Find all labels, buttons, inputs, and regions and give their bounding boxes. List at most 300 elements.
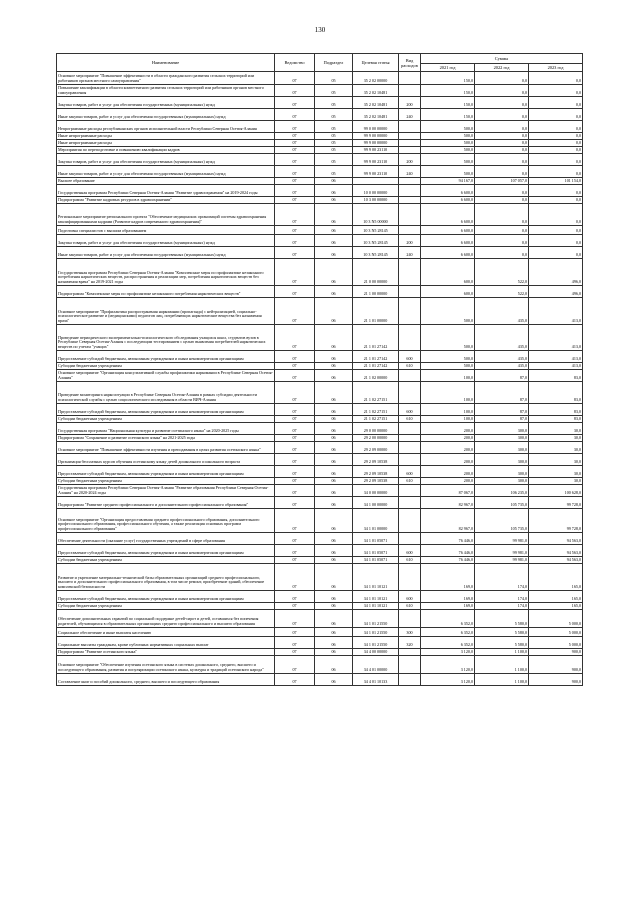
row-2022: 300,0 — [475, 442, 529, 454]
row-2023: 165,0 — [529, 564, 583, 591]
table-row — [57, 298, 583, 325]
table-row — [57, 185, 583, 197]
row-section: 06 — [315, 370, 353, 382]
row-ministry: 07 — [275, 140, 315, 147]
row-expense-type — [399, 121, 421, 133]
row-2023: 30,0 — [529, 423, 583, 435]
row-2021: 500,0 — [421, 363, 475, 370]
row-2022: 0,0 — [475, 140, 529, 147]
table-row — [57, 226, 583, 235]
row-section: 06 — [315, 416, 353, 423]
row-name: Непрограммные расходы республиканских органов исполнительной власти Республики Северная Осетия-Алания — [57, 121, 275, 133]
table-row — [57, 603, 583, 610]
row-name: Закупка товаров, работ и услуг для обеспечения государственных (муниципальных) нужд — [57, 97, 275, 109]
row-2023: 496,0 — [529, 259, 583, 286]
row-2021: 600,0 — [421, 259, 475, 286]
table-row — [57, 497, 583, 509]
row-2021: 169,0 — [421, 603, 475, 610]
row-expense-type — [399, 656, 421, 674]
row-name: Государственная программа Республики Северная Осетия-Алания "Развитие здравоохранения" на 2019-2024 годы — [57, 185, 275, 197]
row-2022: 435,0 — [475, 325, 529, 351]
row-2021: 600,0 — [421, 286, 475, 298]
row-expense-type: 200 — [399, 154, 421, 166]
row-target: 21 1 02 27151 — [353, 416, 399, 423]
row-ministry: 07 — [275, 109, 315, 121]
header-year-2021: 2021 год — [421, 64, 475, 72]
row-2022: 0,0 — [475, 235, 529, 247]
table-row — [57, 235, 583, 247]
row-name: Иные закупки товаров, работ и услуг для обеспечения государственных (муниципальных) нужд — [57, 109, 275, 121]
row-expense-type — [399, 286, 421, 298]
row-section: 06 — [315, 185, 353, 197]
row-target: 21 1 02 27151 — [353, 404, 399, 416]
row-2021: 94 167,0 — [421, 178, 475, 185]
row-2022: 106 235,0 — [475, 485, 529, 497]
row-2023: 0,0 — [529, 133, 583, 140]
row-2022: 0,0 — [475, 97, 529, 109]
row-ministry: 07 — [275, 363, 315, 370]
row-target: 34 4 01 10133 — [353, 674, 399, 686]
row-expense-type — [399, 178, 421, 185]
row-2022: 99 981,0 — [475, 545, 529, 557]
row-section: 06 — [315, 564, 353, 591]
row-section: 06 — [315, 545, 353, 557]
row-name: Основное мероприятие "Организация консультативной службы профилактики наркомании в Республике Северная Осетия-Алания" — [58, 370, 273, 381]
table-row — [57, 674, 583, 686]
row-2021: 200,0 — [421, 423, 475, 435]
row-ministry: 07 — [275, 674, 315, 686]
row-expense-type: 610 — [399, 603, 421, 610]
row-section: 06 — [315, 628, 353, 637]
row-2022: 174,0 — [475, 591, 529, 603]
row-2022: 435,0 — [475, 363, 529, 370]
header-target: Целевая статья — [353, 54, 399, 72]
row-2021: 6 600,0 — [421, 226, 475, 235]
row-2023: 30,0 — [529, 454, 583, 466]
row-expense-type — [399, 133, 421, 140]
row-expense-type: 300 — [399, 628, 421, 637]
row-2023: 30,0 — [529, 466, 583, 478]
row-target: 34 1 01 05071 — [353, 557, 399, 564]
row-expense-type — [399, 197, 421, 204]
row-expense-type — [399, 382, 421, 404]
row-name: Иные закупки товаров, работ и услуг для обеспечения государственных (муниципальных) нужд — [57, 247, 275, 259]
row-2022: 300,0 — [475, 435, 529, 442]
header-name: Наименование — [57, 54, 275, 72]
row-2022: 107 057,0 — [475, 178, 529, 185]
row-expense-type: 600 — [399, 466, 421, 478]
table-row — [57, 637, 583, 649]
row-ministry: 07 — [275, 557, 315, 564]
row-2022: 99 981,0 — [475, 557, 529, 564]
row-2023: 900,0 — [529, 649, 583, 656]
row-2022: 0,0 — [475, 197, 529, 204]
row-expense-type: 600 — [399, 351, 421, 363]
table-row — [57, 197, 583, 204]
row-2021: 500,0 — [421, 147, 475, 154]
row-expense-type: 610 — [399, 557, 421, 564]
row-target: 34 1 01 05071 — [353, 533, 399, 545]
row-target: 21 1 02 00000 — [353, 370, 399, 382]
row-ministry: 07 — [275, 478, 315, 485]
row-2021: 500,0 — [421, 154, 475, 166]
row-ministry: 07 — [275, 404, 315, 416]
table-row — [57, 166, 583, 178]
row-target: 99 9 00 23110 — [353, 147, 399, 154]
row-name: Предоставление субсидий бюджетным, автономным учреждениям и иным некоммерческим организациям — [57, 545, 275, 557]
row-2023: 0,0 — [529, 72, 583, 85]
row-name: Субсидии бюджетным учреждениям — [57, 557, 275, 564]
row-expense-type — [399, 72, 421, 85]
row-ministry: 07 — [275, 545, 315, 557]
row-expense-type — [399, 610, 421, 628]
row-2022: 0,0 — [475, 121, 529, 133]
row-2021: 200,0 — [421, 435, 475, 442]
row-ministry: 07 — [275, 72, 315, 85]
row-2023: 0,0 — [529, 247, 583, 259]
row-target: 34 1 01 10121 — [353, 564, 399, 591]
row-section: 06 — [315, 509, 353, 533]
row-2023: 0,0 — [529, 235, 583, 247]
row-2023: 83,0 — [529, 404, 583, 416]
row-section: 05 — [315, 147, 353, 154]
row-expense-type — [399, 674, 421, 686]
row-target: 21 1 01 00000 — [353, 298, 399, 325]
table-row — [57, 370, 583, 382]
row-ministry: 07 — [275, 235, 315, 247]
row-2022: 5 580,0 — [475, 610, 529, 628]
table-row — [57, 545, 583, 557]
row-2022: 435,0 — [475, 298, 529, 325]
row-ministry: 07 — [275, 121, 315, 133]
row-target: 34 1 01 05071 — [353, 545, 399, 557]
row-section: 06 — [315, 533, 353, 545]
table-row — [57, 140, 583, 147]
row-section: 06 — [315, 603, 353, 610]
row-2023: 413,0 — [529, 298, 583, 325]
row-section: 06 — [315, 286, 353, 298]
row-2022: 174,0 — [475, 564, 529, 591]
row-expense-type — [399, 533, 421, 545]
row-expense-type — [399, 204, 421, 226]
table-row — [57, 72, 583, 85]
row-ministry: 07 — [275, 603, 315, 610]
row-ministry: 07 — [275, 351, 315, 363]
row-2021: 500,0 — [421, 133, 475, 140]
row-target: 10 3 N5 00000 — [353, 204, 399, 226]
row-2022: 105 735,0 — [475, 497, 529, 509]
row-2021: 500,0 — [421, 325, 475, 351]
row-name: Подпрограмма "Развитие осетинского языка" — [57, 649, 275, 656]
row-ministry: 07 — [275, 259, 315, 286]
row-2022: 1 100,0 — [475, 656, 529, 674]
row-2021: 76 446,0 — [421, 533, 475, 545]
row-2022: 522,0 — [475, 286, 529, 298]
row-2021: 169,0 — [421, 591, 475, 603]
row-2021: 500,0 — [421, 298, 475, 325]
row-2021: 100,0 — [421, 382, 475, 404]
row-name: Подпрограмма "Комплексные меры по профилактике незаконного потребления наркотических веществ" — [57, 286, 275, 298]
row-2023: 83,0 — [529, 416, 583, 423]
row-2021: 100,0 — [421, 370, 475, 382]
row-ministry: 07 — [275, 628, 315, 637]
row-expense-type — [399, 454, 421, 466]
row-target: 29 2 09 10538 — [353, 478, 399, 485]
row-expense-type — [399, 564, 421, 591]
row-expense-type — [399, 140, 421, 147]
row-target: 99 9 00 23110 — [353, 166, 399, 178]
row-ministry: 07 — [275, 497, 315, 509]
row-ministry: 07 — [275, 423, 315, 435]
row-name: Социальное обеспечение и иные выплаты населению — [57, 628, 275, 637]
row-section: 05 — [315, 121, 353, 133]
row-name: Государственная программа Республики Северная Осетия-Алания "Развитие образования Республики Северная Осетия-Алания" на 2020-2024 годы — [57, 485, 275, 497]
row-2022: 87,0 — [475, 382, 529, 404]
row-target: 10 0 00 00000 — [353, 185, 399, 197]
row-section: 06 — [315, 442, 353, 454]
row-2021: 6 600,0 — [421, 235, 475, 247]
row-ministry: 07 — [275, 416, 315, 423]
row-2023: 5 000,0 — [529, 637, 583, 649]
row-expense-type — [399, 259, 421, 286]
row-section: 06 — [315, 649, 353, 656]
row-target: 35 2 02 10481 — [353, 97, 399, 109]
row-expense-type: 610 — [399, 478, 421, 485]
row-2022: 300,0 — [475, 478, 529, 485]
row-name: Подпрограмма "Развитие кадровых ресурсов в здравоохранении" — [57, 197, 275, 204]
row-section: 06 — [315, 197, 353, 204]
row-2023: 30,0 — [529, 435, 583, 442]
row-name: Предоставление субсидий бюджетным, автономным учреждениям и иным некоммерческим организациям — [57, 466, 275, 478]
row-2021: 100,0 — [421, 416, 475, 423]
row-2021: 150,0 — [421, 72, 475, 85]
row-2022: 0,0 — [475, 85, 529, 97]
row-section: 06 — [315, 497, 353, 509]
row-2023: 0,0 — [529, 154, 583, 166]
row-target: 29 2 09 10538 — [353, 454, 399, 466]
row-name: Предоставление субсидий бюджетным, автономным учреждениям и иным некоммерческим организациям — [57, 591, 275, 603]
row-2023: 0,0 — [529, 197, 583, 204]
row-2023: 94 563,0 — [529, 545, 583, 557]
row-2022: 0,0 — [475, 185, 529, 197]
row-2022: 300,0 — [475, 423, 529, 435]
row-name: Основное мероприятие "Обеспечение изучения осетинского языка в системах дошкольного, среднего, высшего и последующего образования, развития и популяризации осетинского языка, культуры и традиций осетинского народа" — [57, 656, 275, 674]
row-section: 06 — [315, 351, 353, 363]
row-2021: 200,0 — [421, 466, 475, 478]
row-ministry: 07 — [275, 442, 315, 454]
row-2021: 6 352,0 — [421, 610, 475, 628]
table-row — [57, 557, 583, 564]
row-2022: 0,0 — [475, 72, 529, 85]
row-section: 05 — [315, 154, 353, 166]
row-target: 21 1 01 27142 — [353, 325, 399, 351]
row-section: 06 — [315, 674, 353, 686]
row-name: Предоставление субсидий бюджетным, автономным учреждениям и иным некоммерческим организациям — [57, 404, 275, 416]
row-expense-type — [399, 435, 421, 442]
row-2021: 3 120,0 — [421, 674, 475, 686]
table-row — [57, 382, 583, 404]
row-name: Мероприятия по переподготовке и повышению квалификации кадров — [57, 147, 275, 154]
row-2021: 6 600,0 — [421, 197, 475, 204]
table-row — [57, 591, 583, 603]
row-2022: 87,0 — [475, 404, 529, 416]
table-row — [57, 286, 583, 298]
row-target: 34 1 01 10121 — [353, 603, 399, 610]
row-ministry: 07 — [275, 185, 315, 197]
row-2022: 435,0 — [475, 351, 529, 363]
row-2021: 500,0 — [421, 351, 475, 363]
row-2022: 105 735,0 — [475, 509, 529, 533]
row-section: 05 — [315, 72, 353, 85]
row-2022: 300,0 — [475, 466, 529, 478]
row-2022: 1 100,0 — [475, 649, 529, 656]
row-ministry: 07 — [275, 178, 315, 185]
row-expense-type: 610 — [399, 363, 421, 370]
row-2023: 0,0 — [529, 166, 583, 178]
row-expense-type: 600 — [399, 545, 421, 557]
row-section: 05 — [315, 133, 353, 140]
row-target: 10 3 N5 28145 — [353, 226, 399, 235]
row-2021: 3 120,0 — [421, 649, 475, 656]
row-ministry: 07 — [275, 133, 315, 140]
row-name: Закупка товаров, работ и услуг для обеспечения государственных (муниципальных) нужд — [57, 235, 275, 247]
row-section: 06 — [315, 363, 353, 370]
row-ministry: 07 — [275, 485, 315, 497]
row-2022: 0,0 — [475, 147, 529, 154]
row-target: 99 0 00 00000 — [353, 121, 399, 133]
row-section: 06 — [315, 656, 353, 674]
row-ministry: 07 — [275, 325, 315, 351]
table-row — [57, 363, 583, 370]
row-2021: 76 446,0 — [421, 545, 475, 557]
row-section: 05 — [315, 97, 353, 109]
row-2023: 413,0 — [529, 351, 583, 363]
table-row — [57, 435, 583, 442]
row-2023: 0,0 — [529, 147, 583, 154]
row-2021: 200,0 — [421, 442, 475, 454]
row-target: 34 1 01 21550 — [353, 637, 399, 649]
row-expense-type — [399, 442, 421, 454]
row-2022: 1 100,0 — [475, 674, 529, 686]
row-2021: 500,0 — [421, 166, 475, 178]
row-2021: 200,0 — [421, 454, 475, 466]
row-2021: 6 600,0 — [421, 247, 475, 259]
row-target: 34 4 01 00000 — [353, 656, 399, 674]
row-section: 06 — [315, 478, 353, 485]
row-2021: 200,0 — [421, 478, 475, 485]
row-2021: 150,0 — [421, 109, 475, 121]
row-target: 29 2 09 10538 — [353, 466, 399, 478]
row-name: Обеспечение деятельности (оказание услуг) государственных учреждений в сфере образования — [57, 533, 275, 545]
row-section: 06 — [315, 204, 353, 226]
row-ministry: 07 — [275, 564, 315, 591]
row-expense-type: 610 — [399, 416, 421, 423]
row-target: 34 1 01 21550 — [353, 610, 399, 628]
row-2022: 0,0 — [475, 226, 529, 235]
row-section: 06 — [315, 259, 353, 286]
row-name: Иные непрограммные расходы — [57, 133, 275, 140]
row-2023: 165,0 — [529, 591, 583, 603]
row-section: 05 — [315, 85, 353, 97]
row-ministry: 07 — [275, 649, 315, 656]
row-target: 21 1 02 27151 — [353, 382, 399, 404]
header-year-2023: 2023 год — [529, 64, 583, 72]
row-section: 06 — [315, 485, 353, 497]
row-target: 29 2 00 00000 — [353, 435, 399, 442]
row-2023: 413,0 — [529, 363, 583, 370]
row-2023: 30,0 — [529, 478, 583, 485]
row-2023: 100 628,0 — [529, 485, 583, 497]
row-section: 05 — [315, 166, 353, 178]
row-target: 10 3 00 00000 — [353, 197, 399, 204]
row-name: Основное мероприятие "Организация предоставления среднего профессионального образования, дополнительного профессионального образования, профессионального обучения, а также реализация основных программ профессионального образования" — [57, 509, 275, 533]
table-row — [57, 423, 583, 435]
table-body — [57, 72, 583, 686]
row-expense-type — [399, 370, 421, 382]
row-name: Основное мероприятие "Повышение эффективности в области гражданского развития сельских территорий или работников органов местного самоуправления" — [57, 72, 275, 85]
row-2022: 87,0 — [475, 370, 529, 382]
row-target: 35 2 02 00000 — [353, 72, 399, 85]
row-section: 06 — [315, 591, 353, 603]
row-expense-type: 200 — [399, 97, 421, 109]
table-row — [57, 466, 583, 478]
row-section: 06 — [315, 404, 353, 416]
row-2023: 413,0 — [529, 325, 583, 351]
row-name: Организация бесплатных курсов обучения осетинскому языку детей дошкольного и школьного возраста — [57, 454, 275, 466]
row-name: Обеспечение дополнительных гарантий по социальной поддержке детей-сирот и детей, оставшихся без попечения родителей, обучающимся в образовательных организациях среднего профессионального и высшего образования — [57, 610, 275, 628]
row-2023: 0,0 — [529, 226, 583, 235]
row-2023: 900,0 — [529, 674, 583, 686]
row-2022: 522,0 — [475, 259, 529, 286]
row-ministry: 07 — [275, 382, 315, 404]
row-2023: 496,0 — [529, 286, 583, 298]
row-2021: 6 352,0 — [421, 628, 475, 637]
row-name: Проведение периодического экспериментально-психологического обследования учащихся школ, студентов вузов в Республике Северная Осетия-Алания с последующим тестированием с целью выявления потребителей наркотических веществ по учетам "учащих" — [57, 325, 275, 351]
row-2023: 5 000,0 — [529, 610, 583, 628]
table-row — [57, 454, 583, 466]
row-2021: 76 446,0 — [421, 557, 475, 564]
row-target — [353, 178, 399, 185]
row-target: 35 2 02 10481 — [353, 109, 399, 121]
row-ministry: 07 — [275, 247, 315, 259]
row-target: 99 9 00 23110 — [353, 154, 399, 166]
table-row — [57, 610, 583, 628]
row-2022: 99 981,0 — [475, 533, 529, 545]
row-expense-type — [399, 325, 421, 351]
table-row — [57, 442, 583, 454]
row-2023: 165,0 — [529, 603, 583, 610]
row-target: 21 1 00 00000 — [353, 286, 399, 298]
page-number: 130 — [314, 26, 326, 34]
header-sums: Суммы — [421, 54, 583, 64]
table-row — [57, 85, 583, 97]
row-ministry: 07 — [275, 154, 315, 166]
row-2023: 5 000,0 — [529, 628, 583, 637]
row-target: 29 2 09 00000 — [353, 442, 399, 454]
table-row — [57, 649, 583, 656]
row-target: 21 1 01 27142 — [353, 363, 399, 370]
row-name: Закупка товаров, работ и услуг для обеспечения государственных (муниципальных) нужд — [57, 154, 275, 166]
table-row — [57, 351, 583, 363]
row-2022: 87,0 — [475, 416, 529, 423]
row-2023: 0,0 — [529, 97, 583, 109]
row-name: Подготовка специалистов с высшим образованием — [57, 226, 275, 235]
row-ministry: 07 — [275, 656, 315, 674]
row-section: 06 — [315, 298, 353, 325]
table-row — [57, 121, 583, 133]
row-ministry: 07 — [275, 509, 315, 533]
row-expense-type — [399, 485, 421, 497]
